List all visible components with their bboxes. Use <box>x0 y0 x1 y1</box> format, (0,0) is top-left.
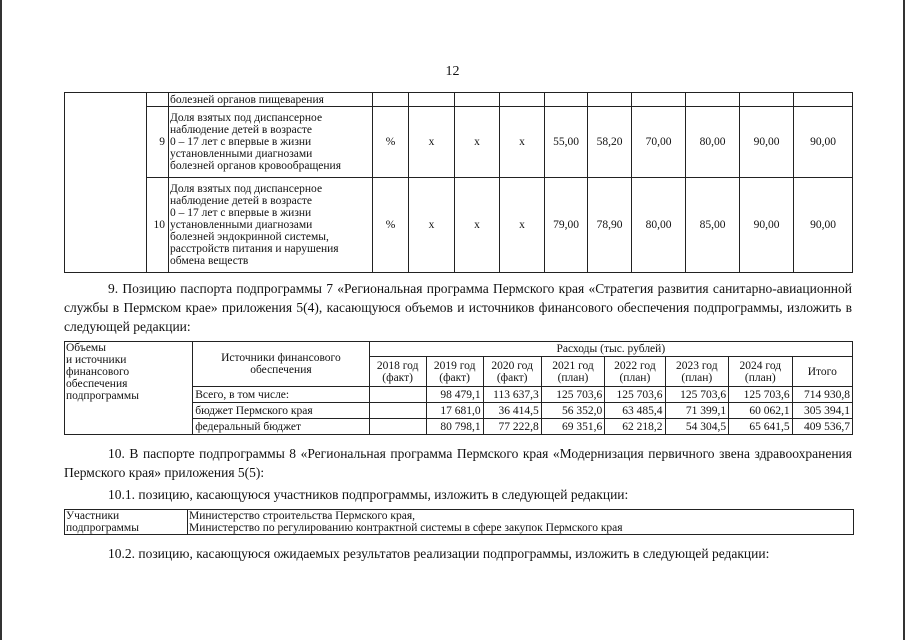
value-cell: x <box>409 178 455 273</box>
value-cell: 409 536,7 <box>792 419 852 435</box>
paragraph-10: 10. В паспорте подпрограммы 8 «Региональная программа Пермского края «Модернизация первичного звена здравоохранения Пермского края» приложения 5(5): <box>64 446 852 480</box>
value-cell: 77 222,8 <box>483 419 541 435</box>
table-row <box>65 342 853 357</box>
page-number: 12 <box>445 64 460 79</box>
indicators-table <box>64 92 853 273</box>
indicator-description: болезней органов пищеварения <box>169 93 373 107</box>
indicator-description: Доля взятых под диспансерное наблюдение детей в возрасте 0 – 17 лет с впервые в жизни установленными диагнозами болезней эндокринной системы, расстройств питания и нарушения обмена веществ <box>169 178 373 273</box>
value-cell: 17 681,0 <box>426 403 483 419</box>
year-header: 2019 год (факт) <box>426 357 483 387</box>
table-row <box>65 107 853 178</box>
value-cell: x <box>500 107 545 178</box>
value-cell: 62 218,2 <box>605 419 665 435</box>
value-cell: 90,00 <box>794 107 853 178</box>
unit-cell: % <box>373 178 409 273</box>
row-number: 9 <box>147 107 169 178</box>
value-cell: x <box>409 107 455 178</box>
value-cell: 125 703,6 <box>729 387 793 403</box>
value-cell: 113 637,3 <box>483 387 541 403</box>
value-cell: 79,00 <box>545 178 588 273</box>
value-cell: 305 394,1 <box>792 403 852 419</box>
table-row <box>65 178 853 273</box>
value-cell: 78,90 <box>588 178 632 273</box>
value-cell: 80,00 <box>632 178 686 273</box>
value-cell: 69 351,6 <box>541 419 605 435</box>
participants-label: Участники подпрограммы <box>65 510 188 535</box>
value-cell: x <box>455 107 500 178</box>
indicator-description: Доля взятых под диспансерное наблюдение детей в возрасте 0 – 17 лет с впервые в жизни установленными диагнозами болезней органов кровообращения <box>169 107 373 178</box>
value-cell: 70,00 <box>632 107 686 178</box>
value-cell <box>369 387 426 403</box>
table-row <box>65 93 853 107</box>
value-cell: 714 930,8 <box>792 387 852 403</box>
value-cell: 36 414,5 <box>483 403 541 419</box>
participants-list: Министерство строительства Пермского края, Министерство по регулированию контрактной системы в сфере закупок Пермского края <box>188 510 854 535</box>
source-cell: бюджет Пермского края <box>193 403 369 419</box>
year-header: 2021 год (план) <box>541 357 605 387</box>
value-cell: 90,00 <box>740 178 794 273</box>
value-cell: 71 399,1 <box>665 403 729 419</box>
value-cell: 98 479,1 <box>426 387 483 403</box>
source-header: Источники финансового обеспечения <box>193 342 369 387</box>
value-cell: 63 485,4 <box>605 403 665 419</box>
expenses-header: Расходы (тыс. рублей) <box>369 342 852 357</box>
value-cell: 125 703,6 <box>541 387 605 403</box>
source-cell: федеральный бюджет <box>193 419 369 435</box>
financing-label: Объемы и источники финансового обеспечения подпрограммы <box>65 342 193 435</box>
value-cell: 55,00 <box>545 107 588 178</box>
value-cell: 90,00 <box>740 107 794 178</box>
blank-cell <box>147 93 169 107</box>
value-cell: x <box>500 178 545 273</box>
value-cell: 60 062,1 <box>729 403 793 419</box>
value-cell: 56 352,0 <box>541 403 605 419</box>
value-cell: 125 703,6 <box>605 387 665 403</box>
year-header: 2022 год (план) <box>605 357 665 387</box>
value-cell <box>369 403 426 419</box>
value-cell: 80,00 <box>686 107 740 178</box>
year-header: 2018 год (факт) <box>369 357 426 387</box>
value-cell: 85,00 <box>686 178 740 273</box>
value-cell: 65 641,5 <box>729 419 793 435</box>
value-cell: 54 304,5 <box>665 419 729 435</box>
paragraph-10-1: 10.1. позицию, касающуюся участников подпрограммы, изложить в следующей редакции: <box>108 487 629 502</box>
paragraph-10-2: 10.2. позицию, касающуюся ожидаемых результатов реализации подпрограммы, изложить в следующей редакции: <box>108 546 770 561</box>
year-header: 2020 год (факт) <box>483 357 541 387</box>
table-row <box>65 510 854 535</box>
value-cell <box>369 419 426 435</box>
blank-cell <box>65 93 147 273</box>
participants-table <box>64 509 854 535</box>
financing-table <box>64 341 853 435</box>
year-header: 2024 год (план) <box>729 357 793 387</box>
value-cell: x <box>455 178 500 273</box>
year-header: 2023 год (план) <box>665 357 729 387</box>
unit-cell: % <box>373 107 409 178</box>
value-cell: 80 798,1 <box>426 419 483 435</box>
value-cell: 58,20 <box>588 107 632 178</box>
value-cell: 90,00 <box>794 178 853 273</box>
total-header: Итого <box>792 357 852 387</box>
row-number: 10 <box>147 178 169 273</box>
scan-edge-left <box>0 0 2 640</box>
source-cell: Всего, в том числе: <box>193 387 369 403</box>
value-cell: 125 703,6 <box>665 387 729 403</box>
paragraph-9: 9. Позицию паспорта подпрограммы 7 «Региональная программа Пермского края «Стратегия развития санитарно-авиационной службы в Пермском крае» приложения 5(4), касающуюся объемов и источников финансового обеспечения подпрограммы, изложить в следующей редакции: <box>64 281 852 334</box>
